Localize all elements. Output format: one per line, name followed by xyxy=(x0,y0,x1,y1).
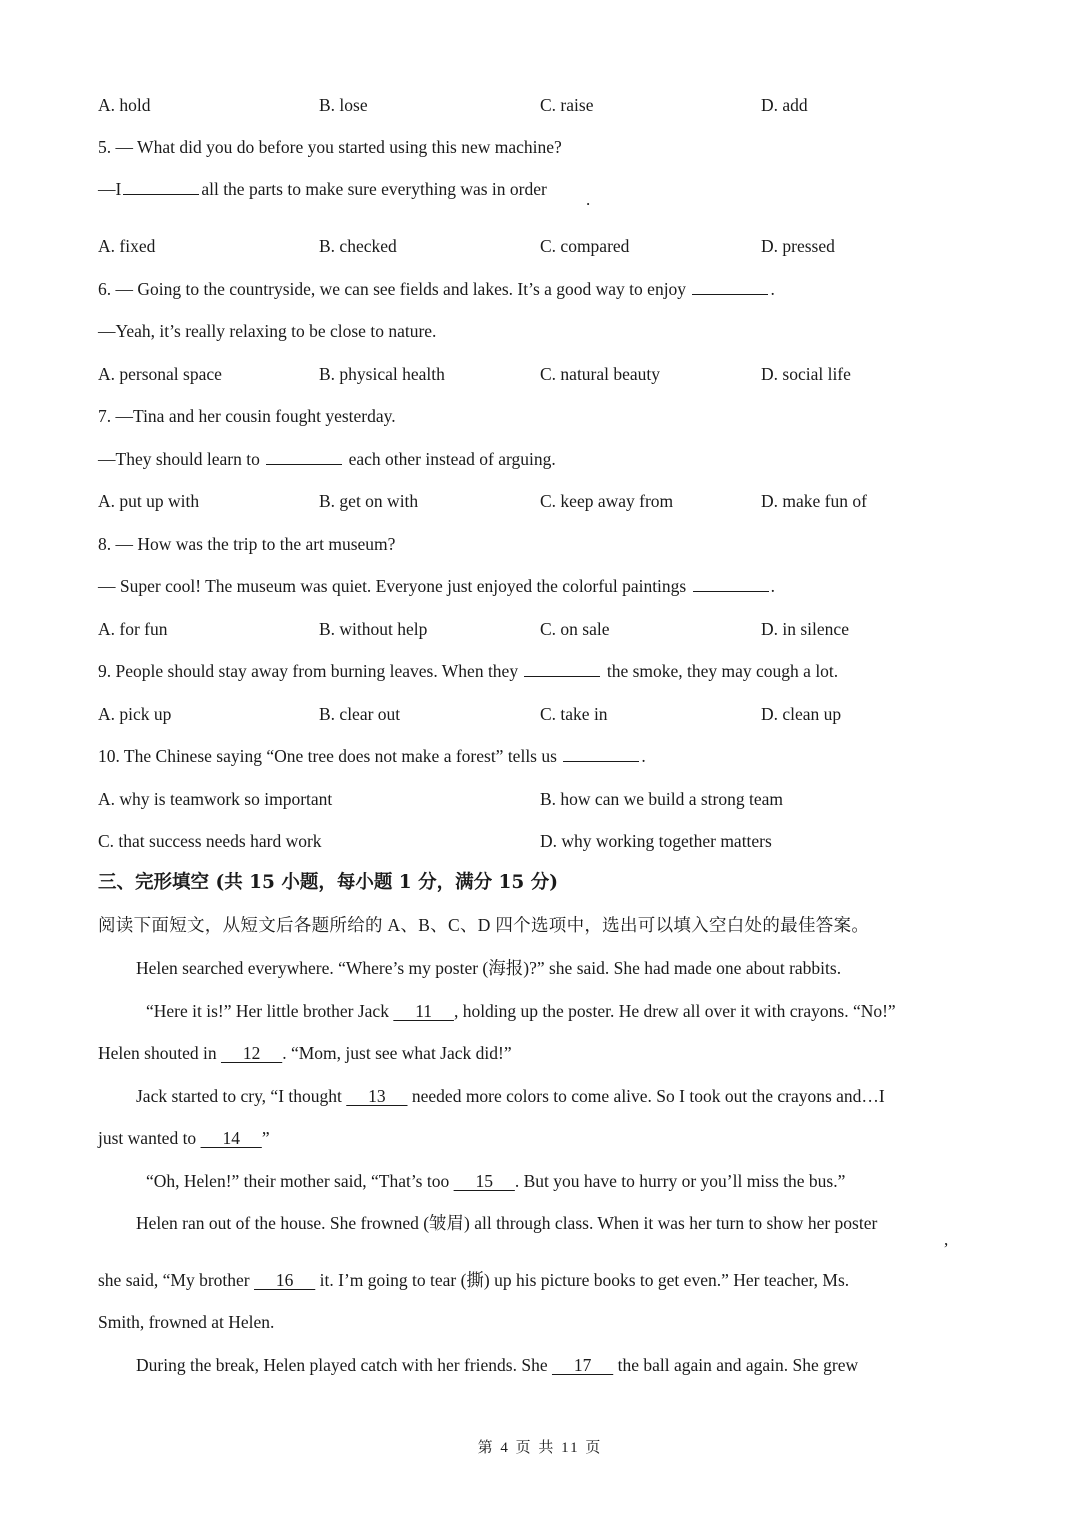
q5-option-c: C. compared xyxy=(540,236,630,256)
q10-option-d: D. why working together matters xyxy=(540,831,772,851)
q6-stem-post: . xyxy=(770,279,775,299)
q4-option-a: A. hold xyxy=(98,95,151,115)
blank-17: 17 xyxy=(551,1355,614,1375)
p4-pre: “Oh, Helen!” their mother said, “That’s too xyxy=(146,1171,450,1191)
passage-p3-line1 xyxy=(136,1084,885,1108)
q7-option-b: B. get on with xyxy=(319,491,419,511)
passage-p5-line1: Helen ran out of the house. She frowned (皱眉) all through class. When it was her turn to show her poster xyxy=(136,1213,878,1233)
q7-reply-post: each other instead of arguing. xyxy=(348,449,556,469)
q5-stem: 5. — What did you do before you started using this new machine? xyxy=(98,137,562,157)
q8-blank xyxy=(693,574,769,592)
passage-p6 xyxy=(136,1353,858,1377)
blank-14: 14 xyxy=(200,1128,262,1148)
q6-option-c: C. natural beauty xyxy=(540,364,661,384)
q10-stem-post: . xyxy=(641,746,646,766)
q9-option-d: D. clean up xyxy=(761,704,842,724)
stray-dot: . xyxy=(586,190,591,209)
q8-option-d: D. in silence xyxy=(761,619,849,639)
q9-stem-post: the smoke, they may cough a lot. xyxy=(606,661,839,681)
q9-stem-pre: 9. People should stay away from burning leaves. When they xyxy=(98,661,519,681)
section-instruction: 阅读下面短文，从短文后各题所给的 A、B、C、D 四个选项中，选出可以填入空白处的最佳答案。 xyxy=(98,915,870,935)
q5-blank xyxy=(123,177,199,195)
q9-option-c: C. take in xyxy=(540,704,608,724)
q9-stem xyxy=(98,659,838,683)
p2-pre: “Here it is!” Her little brother Jack xyxy=(146,1001,389,1021)
q6-reply: —Yeah, it’s really relaxing to be close to nature. xyxy=(98,321,437,341)
q9-option-a: A. pick up xyxy=(98,704,172,724)
q5-option-b: B. checked xyxy=(319,236,397,256)
p3-post: needed more colors to come alive. So I took out the crayons and…I xyxy=(411,1086,885,1106)
q8-option-c: C. on sale xyxy=(540,619,610,639)
q5-reply-post: all the parts to make sure everything was in order xyxy=(201,179,547,199)
passage-p1: Helen searched everywhere. “Where’s my poster (海报)?” she said. She had made one about rabbits. xyxy=(136,958,842,978)
q6-option-b: B. physical health xyxy=(319,364,445,384)
q6-option-a: A. personal space xyxy=(98,364,222,384)
q6-option-d: D. social life xyxy=(761,364,851,384)
q10-option-b: B. how can we build a strong team xyxy=(540,789,784,809)
passage-p4 xyxy=(146,1169,845,1193)
q10-blank xyxy=(563,744,639,762)
q6-stem-pre: 6. — Going to the countryside, we can see fields and lakes. It’s a good way to enjoy xyxy=(98,279,687,299)
q8-stem: 8. — How was the trip to the art museum? xyxy=(98,534,396,554)
q10-stem xyxy=(98,744,646,768)
q8-option-a: A. for fun xyxy=(98,619,168,639)
blank-11: 11 xyxy=(393,1001,454,1021)
p2-post: , holding up the poster. He drew all over it with crayons. “No!” xyxy=(453,1001,896,1021)
p6-post: the ball again and again. She grew xyxy=(617,1355,859,1375)
p3b-pre: just wanted to xyxy=(98,1128,197,1148)
p6-pre: During the break, Helen played catch with her friends. She xyxy=(136,1355,548,1375)
q8-reply-pre: — Super cool! The museum was quiet. Everyone just enjoyed the colorful paintings xyxy=(98,576,687,596)
p5b-post: it. I’m going to tear (撕) up his picture books to get even.” Her teacher, Ms. xyxy=(319,1270,850,1290)
blank-13: 13 xyxy=(346,1086,408,1106)
p2b-post: . “Mom, just see what Jack did!” xyxy=(282,1043,512,1063)
q7-reply xyxy=(98,447,556,471)
blank-15: 15 xyxy=(453,1171,515,1191)
q5-option-a: A. fixed xyxy=(98,236,156,256)
q8-option-b: B. without help xyxy=(319,619,428,639)
stray-comma: , xyxy=(944,1230,949,1249)
q7-option-a: A. put up with xyxy=(98,491,200,511)
blank-16: 16 xyxy=(254,1270,316,1290)
passage-p5-line3: Smith, frowned at Helen. xyxy=(98,1312,275,1332)
p5b-pre: she said, “My brother xyxy=(98,1270,250,1290)
q8-reply-post: . xyxy=(770,576,775,596)
page-footer: 第 4 页 共 11 页 xyxy=(477,1440,603,1456)
q10-option-a: A. why is teamwork so important xyxy=(98,789,333,809)
passage-p2-line1 xyxy=(146,999,896,1023)
p2b-pre: Helen shouted in xyxy=(98,1043,217,1063)
q7-blank xyxy=(266,447,342,465)
p3b-post: ” xyxy=(261,1128,270,1148)
q7-option-c: C. keep away from xyxy=(540,491,674,511)
q6-stem xyxy=(98,277,775,301)
passage-p2-line2 xyxy=(98,1041,512,1065)
q10-stem-pre: 10. The Chinese saying “One tree does not make a forest” tells us xyxy=(98,746,557,766)
q7-reply-pre: —They should learn to xyxy=(98,449,260,469)
q4-option-b: B. lose xyxy=(319,95,368,115)
passage-p3-line2 xyxy=(98,1126,270,1150)
q6-blank xyxy=(692,277,768,295)
q9-option-b: B. clear out xyxy=(319,704,401,724)
q5-reply-pre: —I xyxy=(98,179,122,199)
q7-stem: 7. —Tina and her cousin fought yesterday. xyxy=(98,406,396,426)
q10-option-c: C. that success needs hard work xyxy=(98,831,322,851)
q4-option-c: C. raise xyxy=(540,95,594,115)
blank-12: 12 xyxy=(220,1043,283,1063)
p4-post: . But you have to hurry or you’ll miss the bus.” xyxy=(514,1171,846,1191)
p3-pre: Jack started to cry, “I thought xyxy=(136,1086,342,1106)
q7-option-d: D. make fun of xyxy=(761,491,867,511)
q5-reply xyxy=(98,177,547,201)
q4-option-d: D. add xyxy=(761,95,808,115)
section-heading: 三、完形填空 (共 15 小题，每小题 1 分，满分 15 分) xyxy=(98,872,558,893)
q9-blank xyxy=(524,659,600,677)
q5-option-d: D. pressed xyxy=(761,236,835,256)
q8-reply xyxy=(98,574,775,598)
passage-p5-line2 xyxy=(98,1268,849,1292)
